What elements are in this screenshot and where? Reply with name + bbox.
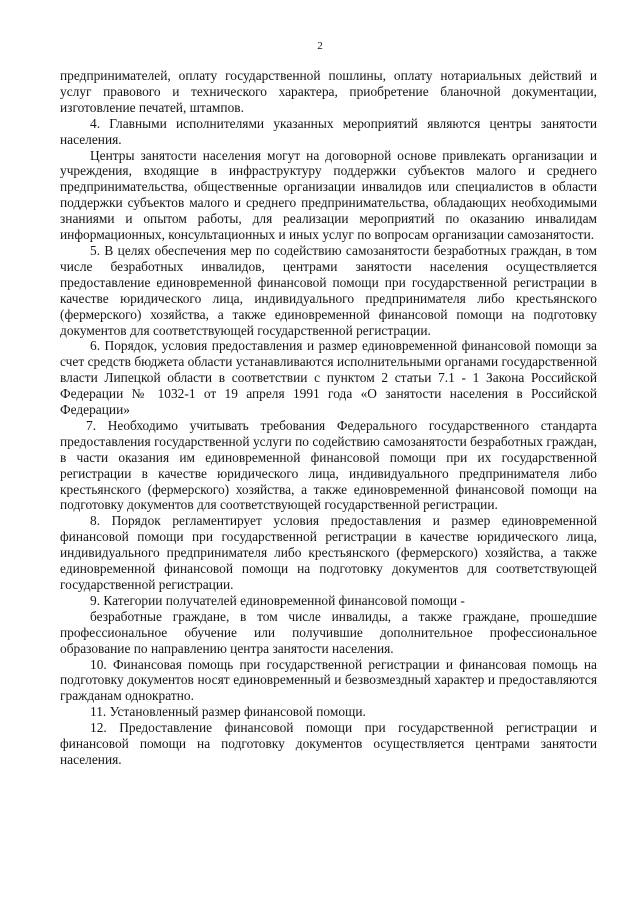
paragraph-item-11: 11. Установленный размер финансовой помощи. xyxy=(90,704,366,720)
paragraph-item-4: 4. Главными исполнителями указанных мероприятий являются центры занятости населения. xyxy=(60,115,597,147)
document-body xyxy=(60,68,597,768)
page-number: 2 xyxy=(317,40,323,52)
paragraph-item-6: 6. Порядок, условия предоставления и размер единовременной финансовой помощи за счет средств бюджета области устанавливаются исполнительными органами государственной власти Липецкой области в соответствии с пунктом 2 статьи 7.1 - 1 Закона Российской Федерации № 1032-1 от 19 апреля 1991 года «О занятости населения в Российской Федерации» xyxy=(60,338,597,418)
paragraph-item-10: 10. Финансовая помощь при государственной регистрации и финансовая помощь на подготовку документов носят единовременный и безвозмездный характер и предоставляются гражданам однократно. xyxy=(60,656,597,704)
paragraph-item-5: 5. В целях обеспечения мер по содействию самозанятости безработных граждан, в том числе безработных инвалидов, центрами занятости населения осуществляется предоставление единовременной финансовой помощи при государственной регистрации в качестве юридического лица, индивидуального предпринимателя либо крестьянского (фермерского) хозяйства, а также единовременной финансовой помощи на подготовку документов для соответствующей государственной регистрации. xyxy=(60,242,597,338)
paragraph-item-8: 8. Порядок регламентирует условия предоставления и размер единовременной финансовой помощи при государственной регистрации в качестве юридического лица, индивидуального предпринимателя либо крестьянского (фермерского) хозяйства, а также единовременной финансовой помощи на подготовку документов для соответствующей государственной регистрации. xyxy=(60,513,597,592)
paragraph-continuation: предпринимателей, оплату государственной пошлины, оплату нотариальных действий и услуг правового и технического характера, приобретение бланочной документации, изготовление печатей, штампов. xyxy=(60,68,597,115)
paragraph-item-7: 7. Необходимо учитывать требования Федерального государственного стандарта предоставления государственной услуги по содействию самозанятости безработных граждан, в части оказания им единовременной финансовой помощи при их государственной регистрации в качестве юридического лица, индивидуального предпринимателя либо крестьянского (фермерского) хозяйства, а также единовременной финансовой помощи на подготовку документов для соответствующей государственной регистрации. xyxy=(60,417,597,513)
paragraph-recipients: безработные граждане, в том числе инвалиды, а также граждане, прошедшие профессиональное обучение или получившие дополнительное профессиональное образование по направлению центра занятости населения. xyxy=(60,608,597,656)
paragraph-employment-centers: Центры занятости населения могут на договорной основе привлекать организации и учреждения, входящие в инфраструктуру поддержки субъектов малого и среднего предпринимательства, общественные организации инвалидов или специалистов в области поддержки субъектов малого и среднего предпринимательства, обладающих необходимыми знаниями и опытом работы, для реализации мероприятий по оказанию инвалидам информационных, консультационных и иных услуг по вопросам организации самозанятости. xyxy=(60,147,597,243)
paragraph-item-12: 12. Предоставление финансовой помощи при государственной регистрации и финансовой помощи на подготовку документов осуществляется центрами занятости населения. xyxy=(60,720,597,767)
paragraph-item-9: 9. Категории получателей единовременной финансовой помощи - xyxy=(90,592,465,608)
